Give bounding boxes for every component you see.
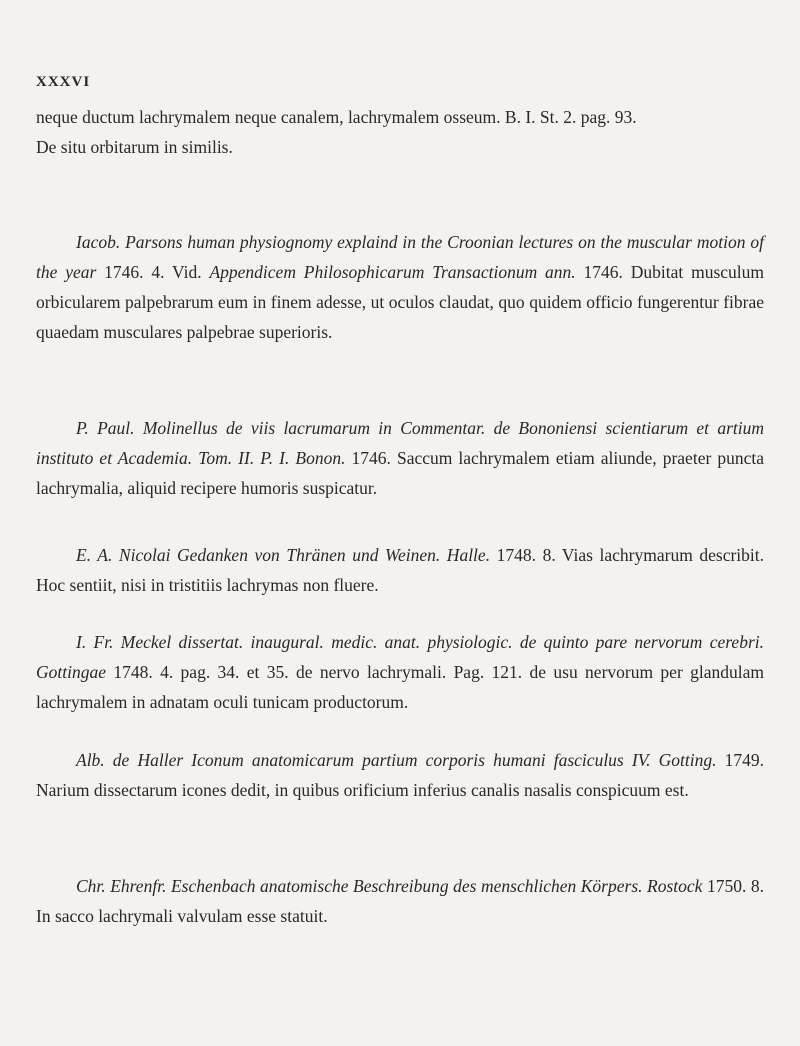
- entry-annotation: 1748. 4. pag. 34. et 35. de nervo lachrymali. Pag. 121. de usu nervorum per glandulam lachrymalem in adnatam oculi tunicam productorum.: [36, 662, 764, 712]
- entry-citation: Iacob. Parsons human physiognomy explaind in the Croonian lectures on the muscular motion of the year: [36, 232, 764, 282]
- bibliography-entry-molinellus: [36, 413, 764, 503]
- entry-annotation: 1749. Narium dissectarum icones dedit, in quibus orificium inferius canalis nasalis conspicuum est.: [36, 750, 765, 800]
- bibliography-entry-haller: [36, 745, 764, 805]
- entry-citation: E. A. Nicolai Gedanken von Thränen und Weinen. Halle.: [76, 545, 491, 565]
- entry-annotation: 1750. 8. In sacco lachrymali valvulam esse statuit.: [36, 876, 764, 926]
- entry-annotation: 1748. 8. Vias lachrymarum describit. Hoc sentiit, nisi in tristitiis lachrymas non fluere.: [36, 545, 765, 595]
- entry-citation-2: Appendicem Philosophicarum Transactionum ann.: [209, 262, 576, 282]
- entry-annotation: 1746. Saccum lachrymalem etiam aliunde, praeter puncta lachrymalia, aliquid recipere humoris suspicatur.: [36, 448, 764, 498]
- intro-paragraph: [36, 102, 764, 162]
- entry-citation: Alb. de Haller Iconum anatomicarum partium corporis humani fasciculus IV. Gotting.: [76, 750, 717, 770]
- entry-citation: I. Fr. Meckel dissertat. inaugural. medic. anat. physiologic. de quinto pare nervorum cerebri. Gottingae: [36, 632, 764, 682]
- page-number: XXXVI: [36, 74, 91, 90]
- bibliography-entry-eschenbach: [36, 871, 764, 931]
- entry-citation: P. Paul. Molinellus de viis lacrumarum in Commentar. de Bononiensi scientiarum et artium instituto et Academia. Tom. II. P. I. Bonon.: [36, 418, 764, 468]
- intro-line-1: neque ductum lachrymalem neque canalem, lachrymalem osseum. B. I. St. 2. pag. 93.: [36, 107, 637, 127]
- intro-line-2: De situ orbitarum in similis.: [36, 137, 233, 157]
- bibliography-entry-meckel: [36, 627, 764, 717]
- entry-year: 1746. 4. Vid.: [96, 262, 210, 282]
- entry-citation: Chr. Ehrenfr. Eschenbach anatomische Beschreibung des menschlichen Körpers. Rostock: [76, 876, 703, 896]
- bibliography-entry-nicolai: [36, 540, 764, 600]
- entry-annotation: 1746. Dubitat musculum orbicularem palpebrarum eum in finem adesse, ut oculos claudat, quo quidem officio fungerentur fibrae quaedam musculares palpebrae superioris.: [36, 262, 764, 342]
- bibliography-entry-parsons: [36, 227, 764, 347]
